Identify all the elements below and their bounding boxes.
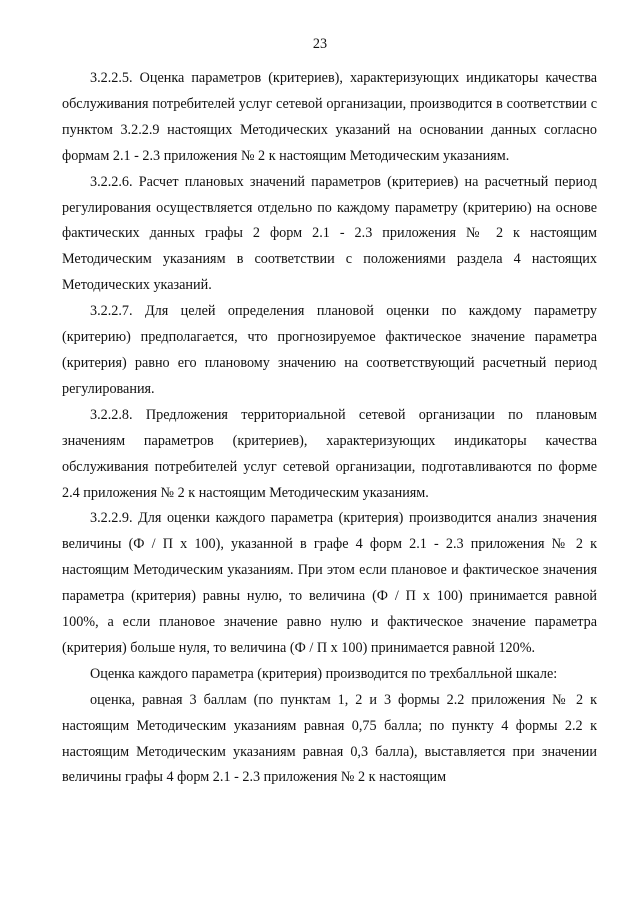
paragraph-score-3: оценка, равная 3 баллам (по пунктам 1, 2 и 3 формы 2.2 приложения № 2 к настоящим Методическим указаниям равная 0,75 балла; по пункту 4 формы 2.2 к настоящим Методическим указаниям равная 0,3 балла), выставляется при значении величины графы 4 форм 2.1 - 2.3 приложения № 2 к настоящим [62, 691, 597, 786]
paragraph-3-2-2-6: 3.2.2.6. Расчет плановых значений параметров (критериев) на расчетный период регулирования осуществляется отдельно по каждому параметру (критерию) на основе фактических данных графы 2 форм 2.1 - 2.3 приложения № 2 к настоящим Методическим указаниям в соответствии с положениями раздела 4 настоящих Методических указаний. [62, 173, 597, 294]
paragraph-3-2-2-9: 3.2.2.9. Для оценки каждого параметра (критерия) производится анализ значения величины (Ф / П х 100), указанной в графе 4 форм 2.1 - 2.3 приложения № 2 к настоящим Методическим указаниям. При этом если плановое и фактическое значения параметра (критерия) равны нулю, то величина (Ф / П х 100) принимается равной 100%, а если плановое значение равно нулю и фактическое значение параметра (критерия) больше нуля, то величина (Ф / П х 100) принимается равной 120%. [62, 510, 597, 656]
paragraph-3-2-2-7: 3.2.2.7. Для целей определения плановой оценки по каждому параметру (критерию) предполагается, что прогнозируемое фактическое значение параметра (критерия) равно его плановому значению на соответствующий расчетный период регулирования. [62, 303, 597, 397]
body-text [62, 66, 597, 791]
paragraph-scale-intro: Оценка каждого параметра (критерия) производится по трехбалльной шкале: [90, 665, 558, 682]
paragraph-3-2-2-8: 3.2.2.8. Предложения территориальной сетевой организации по плановым значениям параметров (критериев), характеризующих индикаторы качества обслуживания потребителей услуг сетевой организации, подготавливаются по форме 2.4 приложения № 2 к настоящим Методическим указаниям. [62, 406, 597, 501]
paragraph-3-2-2-5: 3.2.2.5. Оценка параметров (критериев), характеризующих индикаторы качества обслуживания потребителей услуг сетевой организации, производится в соответствии с пунктом 3.2.2.9 настоящих Методических указаний на основании данных согласно формам 2.1 - 2.3 приложения № 2 к настоящим Методическим указаниям. [62, 70, 597, 164]
page-number: 23 [312, 36, 328, 52]
